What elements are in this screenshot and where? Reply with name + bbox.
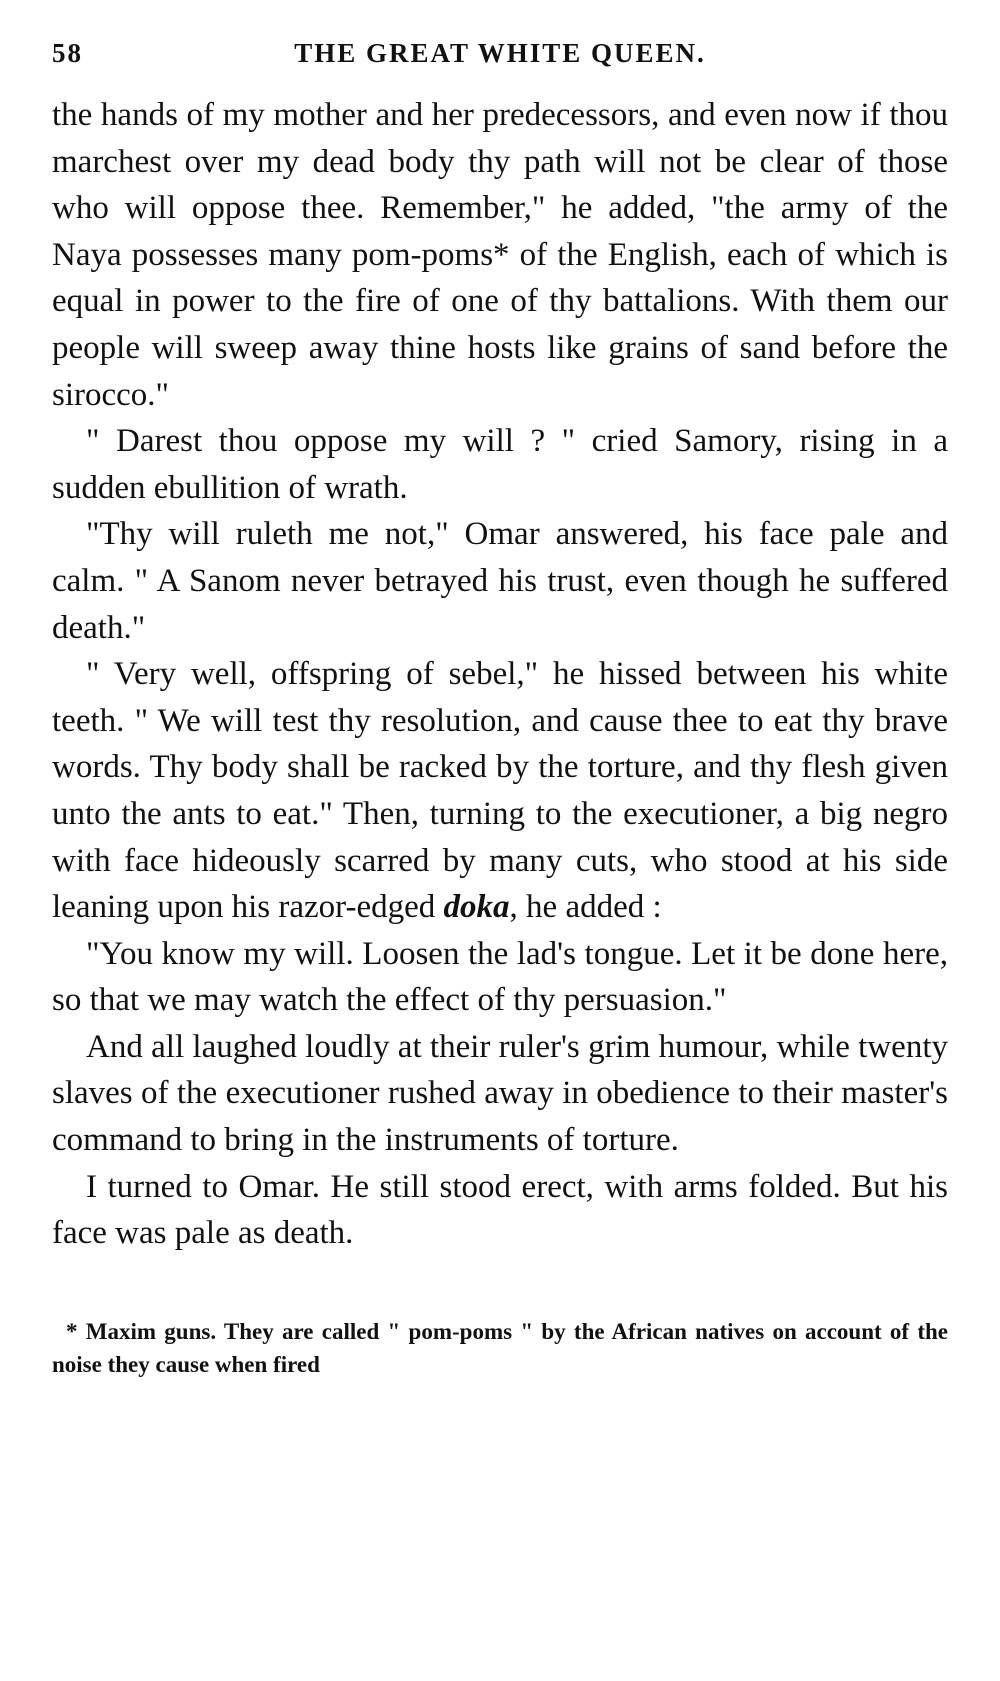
paragraph-6: And all laughed loudly at their ruler's grim humour, while twenty slaves of the executioner rushed away in obedience to their master's command to bring in the instruments of torture. xyxy=(52,1028,948,1159)
paragraph-5: "You know my will. Loosen the lad's tongue. Let it be done here, so that we may watch the effect of thy persuasion." xyxy=(52,935,948,1019)
body-text xyxy=(52,92,948,1257)
paragraph-3: "Thy will ruleth me not," Omar answered, his face pale and calm. " A Sanom never betrayed his trust, even though he suffered death." xyxy=(52,516,948,646)
paragraph-4-text: " Very well, offspring of sebel," he hissed between his white teeth. " We will test thy resolution, and cause thee to eat thy brave words. Thy body shall be racked by the torture, and thy flesh given unto the ants to eat." Then, turning to the executioner, a big negro with face hideously scarred by many cuts, who stood at his side leaning upon his razor-edged xyxy=(52,656,948,926)
running-title: THE GREAT WHITE QUEEN. xyxy=(294,38,706,68)
page-number: 58 xyxy=(52,38,83,68)
paragraph-2: " Darest thou oppose my will ? " cried Samory, rising in a sudden ebullition of wrath. xyxy=(52,423,948,506)
paragraph-4-tail: , he added : xyxy=(509,889,662,926)
footnote-text: * Maxim guns. They are called " pom-poms " by the African natives on account of the noise they cause when fired xyxy=(52,1318,948,1377)
paragraph-7: I turned to Omar. He still stood erect, with arms folded. But his face was pale as death. xyxy=(52,1168,948,1252)
paragraph-4 xyxy=(52,651,948,931)
paragraph-1: the hands of my mother and her predecessors, and even now if thou marchest over my dead body thy path will not be clear of those who will oppose thee. Remember," he added, "the army of the Naya possesses many pom-poms* of the English, each of which is equal in power to the fire of one of thy battalions. With them our people will sweep away thine hosts like grains of sand before the sirocco." xyxy=(52,97,948,413)
footnote xyxy=(52,1315,948,1381)
book-page xyxy=(52,38,948,1381)
running-head xyxy=(52,38,948,78)
italic-word-doka: doka xyxy=(443,889,510,926)
